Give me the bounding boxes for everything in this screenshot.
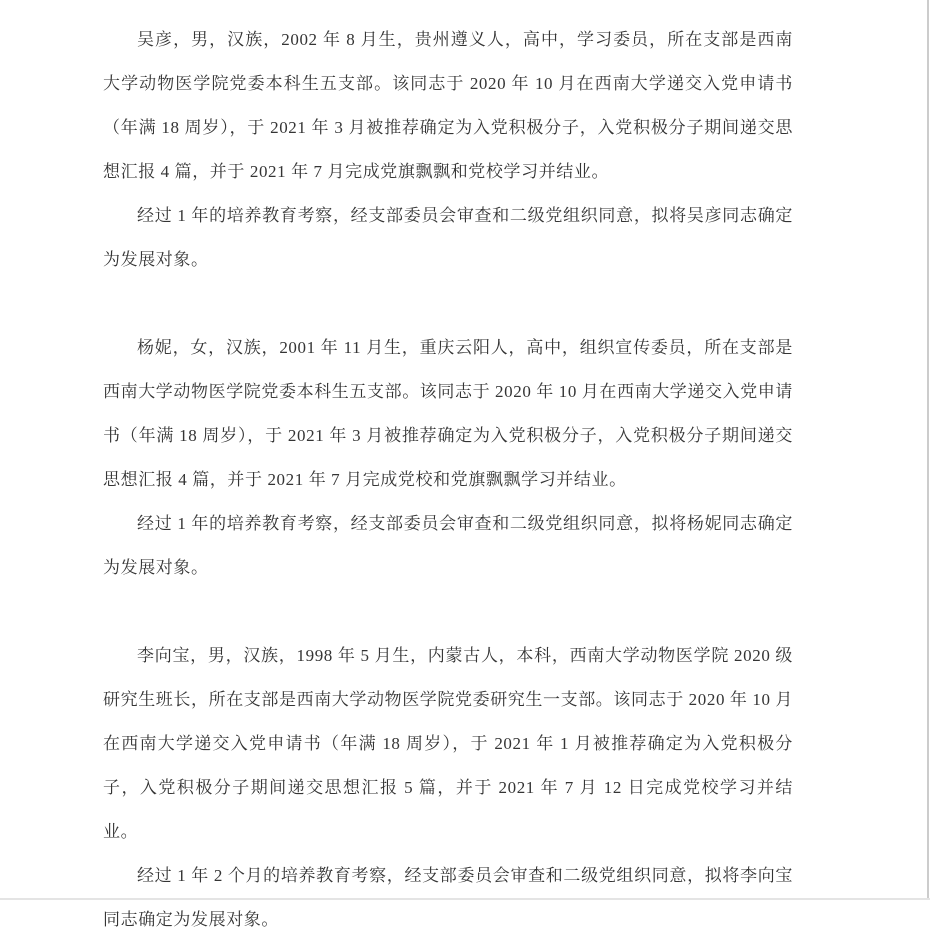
blank-line [103,590,793,634]
paragraph-wu-yan-profile: 吴彦，男，汉族，2002 年 8 月生，贵州遵义人，高中，学习委员，所在支部是西南大学动物医学院党委本科生五支部。该同志于 2020 年 10 月在西南大学递交入党申请书（年满 18 周岁），于 2021 年 3 月被推荐确定为入党积极分子，入党积极分子期间递交思想汇报 4 篇，并于 2021 年 7 月完成党旗飘飘和党校学习并结业。 [103,30,793,181]
document-text [103,18,793,942]
paragraph-wu-yan-decision: 经过 1 年的培养教育考察，经支部委员会审查和二级党组织同意，拟将吴彦同志确定为发展对象。 [103,206,793,269]
paragraph-li-xiangbao-decision: 经过 1 年 2 个月的培养教育考察，经支部委员会审查和二级党组织同意，拟将李向宝同志确定为发展对象。 [103,866,793,929]
paragraph-li-xiangbao-profile: 李向宝，男，汉族，1998 年 5 月生，内蒙古人，本科，西南大学动物医学院 2020 级研究生班长，所在支部是西南大学动物医学院党委研究生一支部。该同志于 2020 年 10 月在西南大学递交入党申请书（年满 18 周岁），于 2021 年 1 月被推荐确定为入党积极分子，入党积极分子期间递交思想汇报 5 篇，并于 2021 年 7 月 12 日完成党校学习并结业。 [103,646,793,841]
paragraph-yang-ni-decision: 经过 1 年的培养教育考察，经支部委员会审查和二级党组织同意，拟将杨妮同志确定为发展对象。 [103,514,793,577]
blank-line [103,282,793,326]
page-right-edge-line [927,0,929,900]
paragraph-yang-ni-profile: 杨妮，女，汉族，2001 年 11 月生，重庆云阳人，高中，组织宣传委员，所在支部是西南大学动物医学院党委本科生五支部。该同志于 2020 年 10 月在西南大学递交入党申请书（年满 18 周岁），于 2021 年 3 月被推荐确定为入党积极分子，入党积极分子期间递交思想汇报 4 篇，并于 2021 年 7 月完成党校和党旗飘飘学习并结业。 [103,338,793,489]
